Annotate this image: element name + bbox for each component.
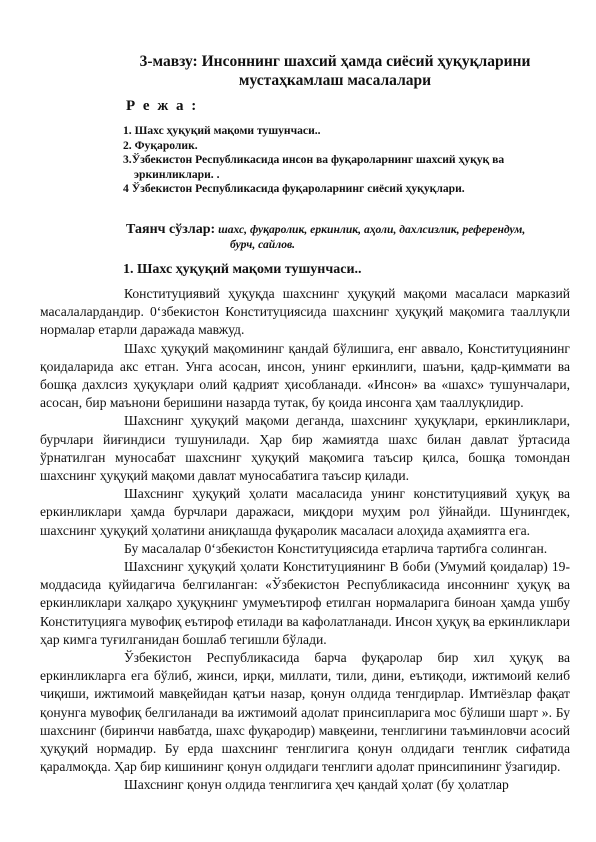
paragraph: Шахснинг ҳуқуқий мақоми деганда, шахснинг ҳуқуқлари, еркинликлари, бурчлари йиғиндиси тушунилади. Ҳар бир жамиятда шахс билан давлат ўртасида ўрнатилган муносабат шахснинг ҳуқуқий мақомига таъсир қилса, бошқа томондан шахснинг ҳуқуқий мақоми давлат муносабатига таъсир қилади. [40,413,570,484]
body-text [40,285,570,795]
title-line-1: 3-мавзу: Инсоннинг шахсий ҳамда сиёсий ҳуқуқларини [139,53,531,70]
title-line-2: мустаҳкамлаш масалалари [238,72,432,89]
page-title [100,52,570,90]
plan-item: 1. Шахс ҳуқуқий мақоми тушунчаси.. [123,124,321,137]
paragraph: Шахс ҳуқуқий мақомининг қандай бўлишига, енг аввало, Конституциянинг қоидаларида акс етган. Унга асосан, инсон, унинг еркинлиги, шаъни, қадр-қиммати ва бошқа дахлсиз ҳуқуқлари олий қадрият ҳисобланади. «Инсон» ва «шахс» тушунчалари, асосан, бир маънони беришини назарда тутак, бу қоида инсонга ҳам тааллуқлидир. [40,340,570,411]
section-title: 1. Шахс ҳуқуқий мақоми тушунчаси.. [123,262,362,277]
plan-list [123,124,543,197]
plan-item: 2. Фуқаролик. [123,138,198,152]
paragraph: Шахснинг ҳуқуқий ҳолати Конституциянинг В боби (Умумий қоидалар) 19-моддасида қуйидагича белгиланган: «Ўзбекистон Республикасида инсоннинг ҳуқуқ ва еркинликлари халқаро ҳуқуқнинг умумеътироф етилган нормаларига биноан ҳамда ушбу Конституцияга мувофиқ еътироф етилади ва кафолатланади. Инсон ҳуқуқ ва еркинликлари ҳар кимга туғилганидан бошлаб тегишли бўлади. [40,559,570,647]
paragraph: Конституциявий ҳуқуқда шахснинг ҳуқуқий мақоми масаласи марказий масалалардандир. 0‘збекистон Конституциясида шахснинг ҳуқуқий мақомига тааллуқли нормалар етарли даражада мавжуд. [40,286,570,338]
keywords-list-continuation: бурч, сайлов. [230,238,296,251]
paragraph: Бу масалалар 0‘збекистон Конституциясида етарлича тартибга солинган. [124,540,548,556]
paragraph: Шахснинг қонун олдида тенглигига ҳеч қандай ҳолат (бу ҳолатлар [124,777,509,793]
plan-heading: Р е ж а : [126,98,199,114]
keywords-label: Таянч сўзлар: [126,222,216,237]
keywords-list: шахс, фуқаролик, еркинлик, аҳоли, дахлсизлик, референдум, [218,223,526,236]
plan-item-continuation: эркинликлари. . [134,167,220,181]
plan-item: 4 Ўзбекистон Республикасида фуқароларнинг сиёсий ҳуқуқлари. [123,182,465,196]
keywords [126,222,566,252]
paragraph: Шахснинг ҳуқуқий ҳолати масаласида унинг конституциявий ҳуқуқ ва еркинликлари ҳамда бурчлари даражаси, миқдори муҳим рол ўйнайди. Шунингдек, шахснинг ҳуқуқий ҳолатини аниқлашда фуқаролик масаласи алоҳида аҳамиятга ега. [40,486,570,538]
plan-item: 3.Ўзбекистон Республикасида инсон ва фуқароларнинг шахсий ҳуқуқ ва [123,153,505,167]
paragraph: Ўзбекистон Республикасида барча фуқаролар бир хил ҳуқуқ ва еркинликларга ега бўлиб, жинси, ирқи, миллати, тили, дини, еътиқоди, ижтимоий келиб чиқиши, ижтимоий мавқейидан қатъи назар, қонун олдида тенгдирлар. Имтиёзлар фақат қонунга мувофиқ белгиланади ва ижтимоий адолат принсипларига мос бўлиши шарт ». Бу шахснинг (биринчи навбатда, шахс фуқародир) мавқеини, тенглигини таъминловчи асосий ҳуқуқий нормадир. Бу ерда шахснинг тенглигига қонун олдидаги тенглик сифатида қаралмоқда. Ҳар бир кишининг қонун олдидаги тенглиги адолат принсипининг ўзагидир. [40,650,570,775]
